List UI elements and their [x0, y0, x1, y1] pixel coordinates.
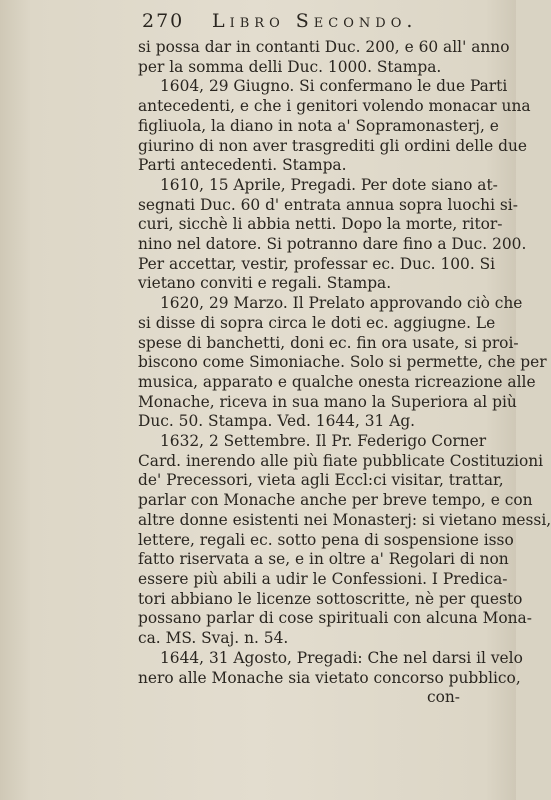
paragraph	[138, 648, 523, 688]
text-line: nino nel datore. Si potranno dare fino a Duc. 200.	[138, 235, 527, 254]
text-line: altre donne esistenti nei Monasterj: si vietano messi,	[138, 510, 551, 529]
text-line: fatto riservata a se, e in oltre a' Regolari di non	[138, 550, 509, 569]
text-line: de' Precessori, vieta agli Eccl:ci visitar, trattar,	[138, 471, 504, 490]
text-line: biscono come Simoniache. Solo si permette, che per	[138, 353, 547, 372]
text-line: possano parlar di cose spirituali con alcuna Mona-	[138, 609, 532, 628]
text-line: Monache, riceva in sua mano la Superiora al più	[138, 392, 517, 411]
text-line: vietano conviti e regali. Stampa.	[138, 274, 392, 293]
running-header	[142, 10, 472, 36]
text-line: 1610, 15 Aprile, Pregadi. Per dote siano at-	[160, 175, 498, 194]
text-line: figliuola, la diano in nota a' Sopramonasterj, e	[138, 116, 499, 135]
paragraph	[138, 432, 551, 649]
text-line: 1632, 2 Settembre. Il Pr. Federigo Corner	[160, 432, 487, 451]
text-line: tori abbiano le licenze sottoscritte, nè per questo	[138, 589, 523, 608]
text-line: 1604, 29 Giugno. Si confermano le due Parti	[160, 77, 508, 96]
text-line: lettere, regali ec. sotto pena di sospensione isso	[138, 530, 514, 549]
text-line: si possa dar in contanti Duc. 200, e 60 all' anno	[138, 38, 510, 56]
text-line: Duc. 50. Stampa. Ved. 1644, 31 Ag.	[138, 412, 416, 431]
text-line: spese di banchetti, doni ec. fin ora usate, si proi-	[138, 333, 519, 352]
text-line: 1644, 31 Agosto, Pregadi: Che nel darsi il velo	[160, 648, 523, 667]
text-line: Parti antecedenti. Stampa.	[138, 156, 347, 175]
text-line: ca. MS. Svaj. n. 54.	[138, 629, 289, 648]
paragraph	[138, 77, 531, 176]
catchword: con-	[427, 688, 460, 707]
paragraph	[138, 175, 527, 294]
text-line: segnati Duc. 60 d' entrata annua sopra luochi si-	[138, 195, 518, 214]
text-line: per la somma delli Duc. 1000. Stampa.	[138, 57, 442, 76]
body-text	[138, 38, 551, 708]
text-line: Card. inerendo alle più fiate pubblicate Costituzioni	[138, 451, 544, 470]
paragraph	[138, 294, 547, 432]
text-line: giurino di non aver trasgrediti gli ordini delle due	[138, 136, 528, 155]
text-line: si disse di sopra circa le doti ec. aggiugne. Le	[138, 313, 496, 332]
text-line: 1620, 29 Marzo. Il Prelato approvando ciò che	[160, 294, 523, 313]
text-line: parlar con Monache anche per breve tempo, e con	[138, 491, 533, 510]
text-line: antecedenti, e che i genitori volendo monacar una	[138, 97, 531, 116]
paragraph	[138, 38, 510, 77]
running-head-title: Libro Secondo.	[212, 10, 418, 32]
text-line: nero alle Monache sia vietato concorso pubblico,	[138, 668, 521, 687]
text-line: essere più abili a udir le Confessioni. I Predica-	[138, 569, 508, 588]
text-line: musica, apparato e qualche onesta ricreazione alle	[138, 372, 536, 391]
text-line: Per accettar, vestir, professar ec. Duc. 100. Si	[138, 254, 496, 273]
page-number: 270	[142, 10, 185, 32]
text-line: curi, sicchè li abbia netti. Dopo la morte, ritor-	[138, 215, 503, 234]
